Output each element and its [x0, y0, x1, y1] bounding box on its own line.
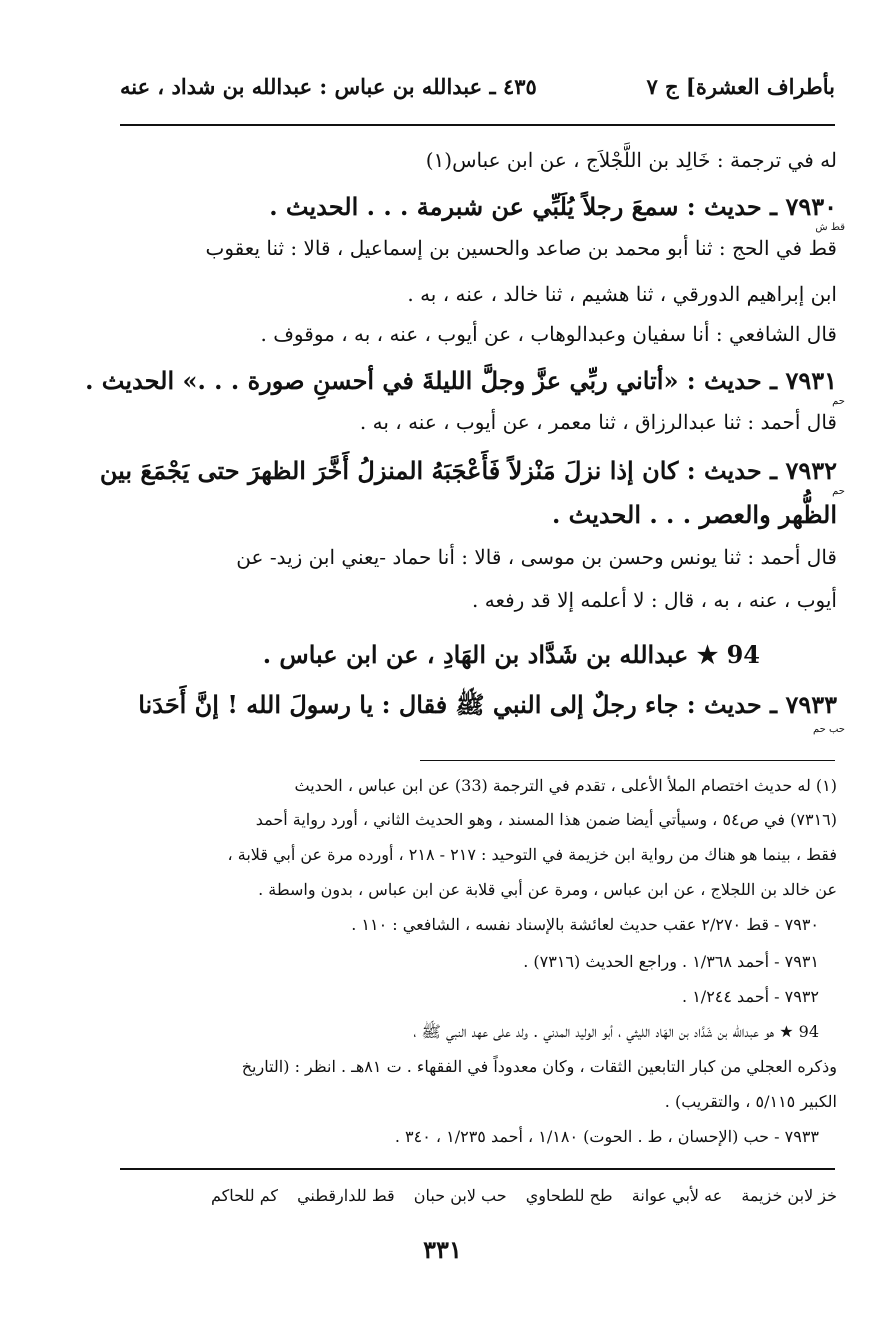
sigla-7932: حم	[832, 486, 845, 497]
abbreviation-item: حب لابن حبان	[413, 1186, 507, 1205]
footnote-line: ٧٩٣٠ - قط ٢/٢٧٠ عقب حديث لعائشة بالإسناد نفسه ، الشافعي : ١١٠ .	[351, 915, 819, 934]
header-section-title: ٤٣٥ ـ عبدالله بن عباس : عبدالله بن شداد ، عنه	[120, 74, 537, 99]
body-line: قط في الحج : ثنا أبو محمد بن صاعد والحسين بن إسماعيل ، قالا : ثنا يعقوب	[205, 236, 837, 260]
body-line: قال أحمد : ثنا يونس وحسن بن موسى ، قالا : أنا حماد -يعني ابن زيد- عن	[236, 545, 837, 569]
footer-rule	[120, 1168, 835, 1170]
abbreviation-item: كم للحاكم	[210, 1186, 278, 1205]
hadith-heading-7932: ٧٩٣٢ ـ حديث : كان إذا نزلَ مَنْزلاً فَأَعْجَبَهُ المنزلُ أَخَّرَ الظهرَ حتى يَجْمَعَ بين	[99, 456, 837, 485]
footnote-line: الكبير ٥/١١٥ ، والتقريب) .	[664, 1092, 837, 1111]
abbreviation-item: قط للدارقطني	[297, 1186, 395, 1205]
footnote-line: (٧٣١٦) في ص٥٤ ، وسيأتي أيضا ضمن هذا المسند ، وهو الحديث الثاني ، أورد رواية أحمد	[255, 810, 837, 829]
hadith-heading-7930: ٧٩٣٠ ـ حديث : سمعَ رجلاً يُلَبِّي عن شبرمة . . . الحديث .	[269, 192, 837, 221]
footnote-line: 94 ★ هو عبدالله بن شَدَّاد بن الهَاد الليثي ، أبو الوليد المدني . ولد على عهد النبي ﷺ ،	[413, 1022, 819, 1041]
body-line: ابن إبراهيم الدورقي ، ثنا هشيم ، ثنا خالد ، عنه ، به .	[407, 282, 837, 306]
body-line: قال الشافعي : أنا سفيان وعبدالوهاب ، عن أيوب ، عنه ، به ، موقوف .	[260, 322, 837, 346]
footnote-line: ٧٩٣٢ - أحمد ١/٢٤٤ .	[682, 987, 819, 1006]
abbreviation-item: طح للطحاوي	[525, 1186, 613, 1205]
page-number: ٣٣١	[423, 1235, 462, 1264]
body-line: الظُّهر والعصر . . . الحديث .	[551, 500, 837, 529]
body-line: أيوب ، عنه ، به ، قال : لا أعلمه إلا قد رفعه .	[472, 588, 837, 612]
abbreviation-item: خز لابن خزيمة	[741, 1186, 837, 1205]
footnote-line: فقط ، بينما هو هناك من رواية ابن خزيمة في التوحيد : ٢١٧ - ٢١٨ ، أورده مرة عن أبي قلابة ،	[227, 845, 837, 864]
footnote-line: ٧٩٣٣ - حب (الإحسان ، ط . الحوت) ١/١٨٠ ، أحمد ١/٢٣٥ ، ٣٤٠ .	[394, 1127, 819, 1146]
sigla-7930: قط ش	[815, 222, 845, 233]
footnote-rule	[420, 760, 835, 761]
sigla-7933: حب حم	[812, 724, 845, 735]
body-line: له في ترجمة : خَالِد بن اللَّجْلاَج ، عن ابن عباس(١)	[425, 148, 837, 172]
hadith-heading-7933: ٧٩٣٣ ـ حديث : جاء رجلٌ إلى النبي ﷺ فقال : يا رسولَ الله ! إنَّ أَحَدَنا	[138, 690, 837, 719]
footnote-line: وذكره العجلي من كبار التابعين الثقات ، وكان معدوداً في الفقهاء . ت ٨١هـ . انظر : (التاريخ	[241, 1057, 837, 1076]
running-header	[120, 74, 835, 114]
abbreviation-key	[197, 1186, 837, 1205]
header-book-title: بأطراف العشرة] ج ٧	[646, 74, 835, 99]
body-line: قال أحمد : ثنا عبدالرزاق ، ثنا معمر ، عن أيوب ، عنه ، به .	[359, 410, 837, 434]
narrator-heading-94: 94 ★ عبدالله بن شَدَّاد بن الهَادِ ، عن ابن عباس .	[262, 640, 760, 669]
footnote-line: عن خالد بن اللجلاج ، عن ابن عباس ، ومرة عن أبي قلابة عن ابن عباس ، بدون واسطة .	[258, 880, 837, 899]
footnote-line: ٧٩٣١ - أحمد ١/٣٦٨ . وراجع الحديث (٧٣١٦) .	[523, 952, 819, 971]
abbreviation-item: عه لأبي عوانة	[631, 1186, 723, 1205]
header-rule	[120, 124, 835, 126]
footnote-line: (١) له حديث اختصام الملأ الأعلى ، تقدم في الترجمة (33) عن ابن عباس ، الحديث	[294, 776, 837, 795]
sigla-7931: حم	[832, 396, 845, 407]
hadith-heading-7931: ٧٩٣١ ـ حديث : «أتاني ربِّي عزَّ وجلَّ الليلةَ في أحسنِ صورة . . .» الحديث .	[85, 366, 837, 395]
